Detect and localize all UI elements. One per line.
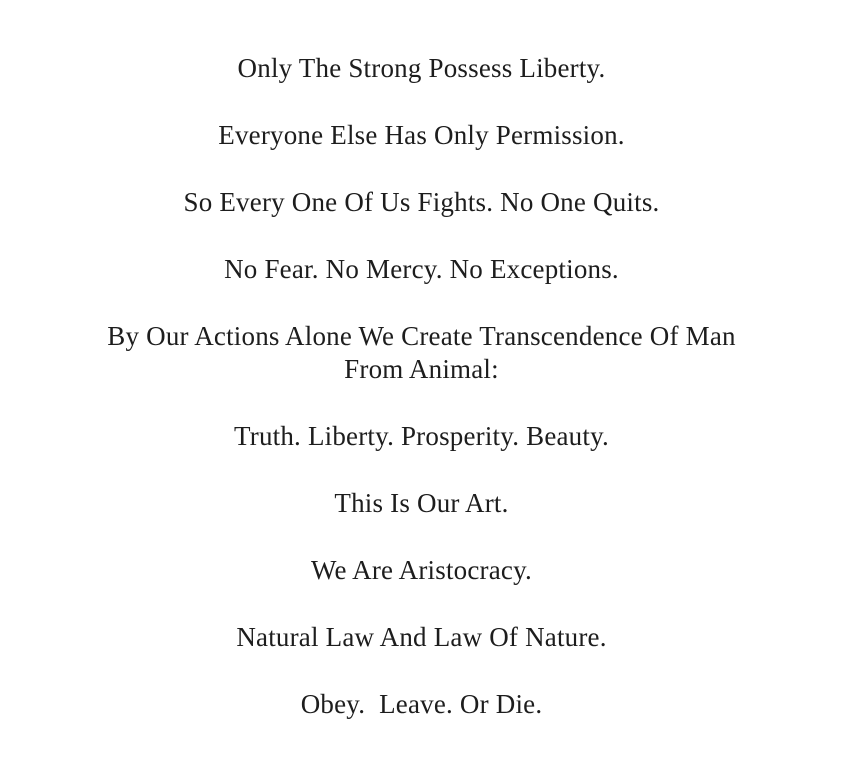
manifesto-line: Natural Law And Law Of Nature. — [236, 622, 607, 652]
manifesto-line: So Every One Of Us Fights. No One Quits. — [183, 187, 660, 217]
manifesto-line: Truth. Liberty. Prosperity. Beauty. — [234, 421, 609, 451]
manifesto-line: Only The Strong Possess Liberty. — [237, 53, 606, 83]
manifesto-text — [94, 52, 750, 721]
manifesto-line: By Our Actions Alone We Create Transcendence Of Man From Animal: — [107, 321, 743, 384]
manifesto-line: Obey. Leave. Or Die. — [300, 689, 543, 719]
manifesto-line: This Is Our Art. — [334, 488, 509, 518]
manifesto-line: No Fear. No Mercy. No Exceptions. — [224, 254, 619, 284]
manifesto-line: We Are Aristocracy. — [310, 555, 533, 585]
manifesto-line: Everyone Else Has Only Permission. — [218, 120, 625, 150]
